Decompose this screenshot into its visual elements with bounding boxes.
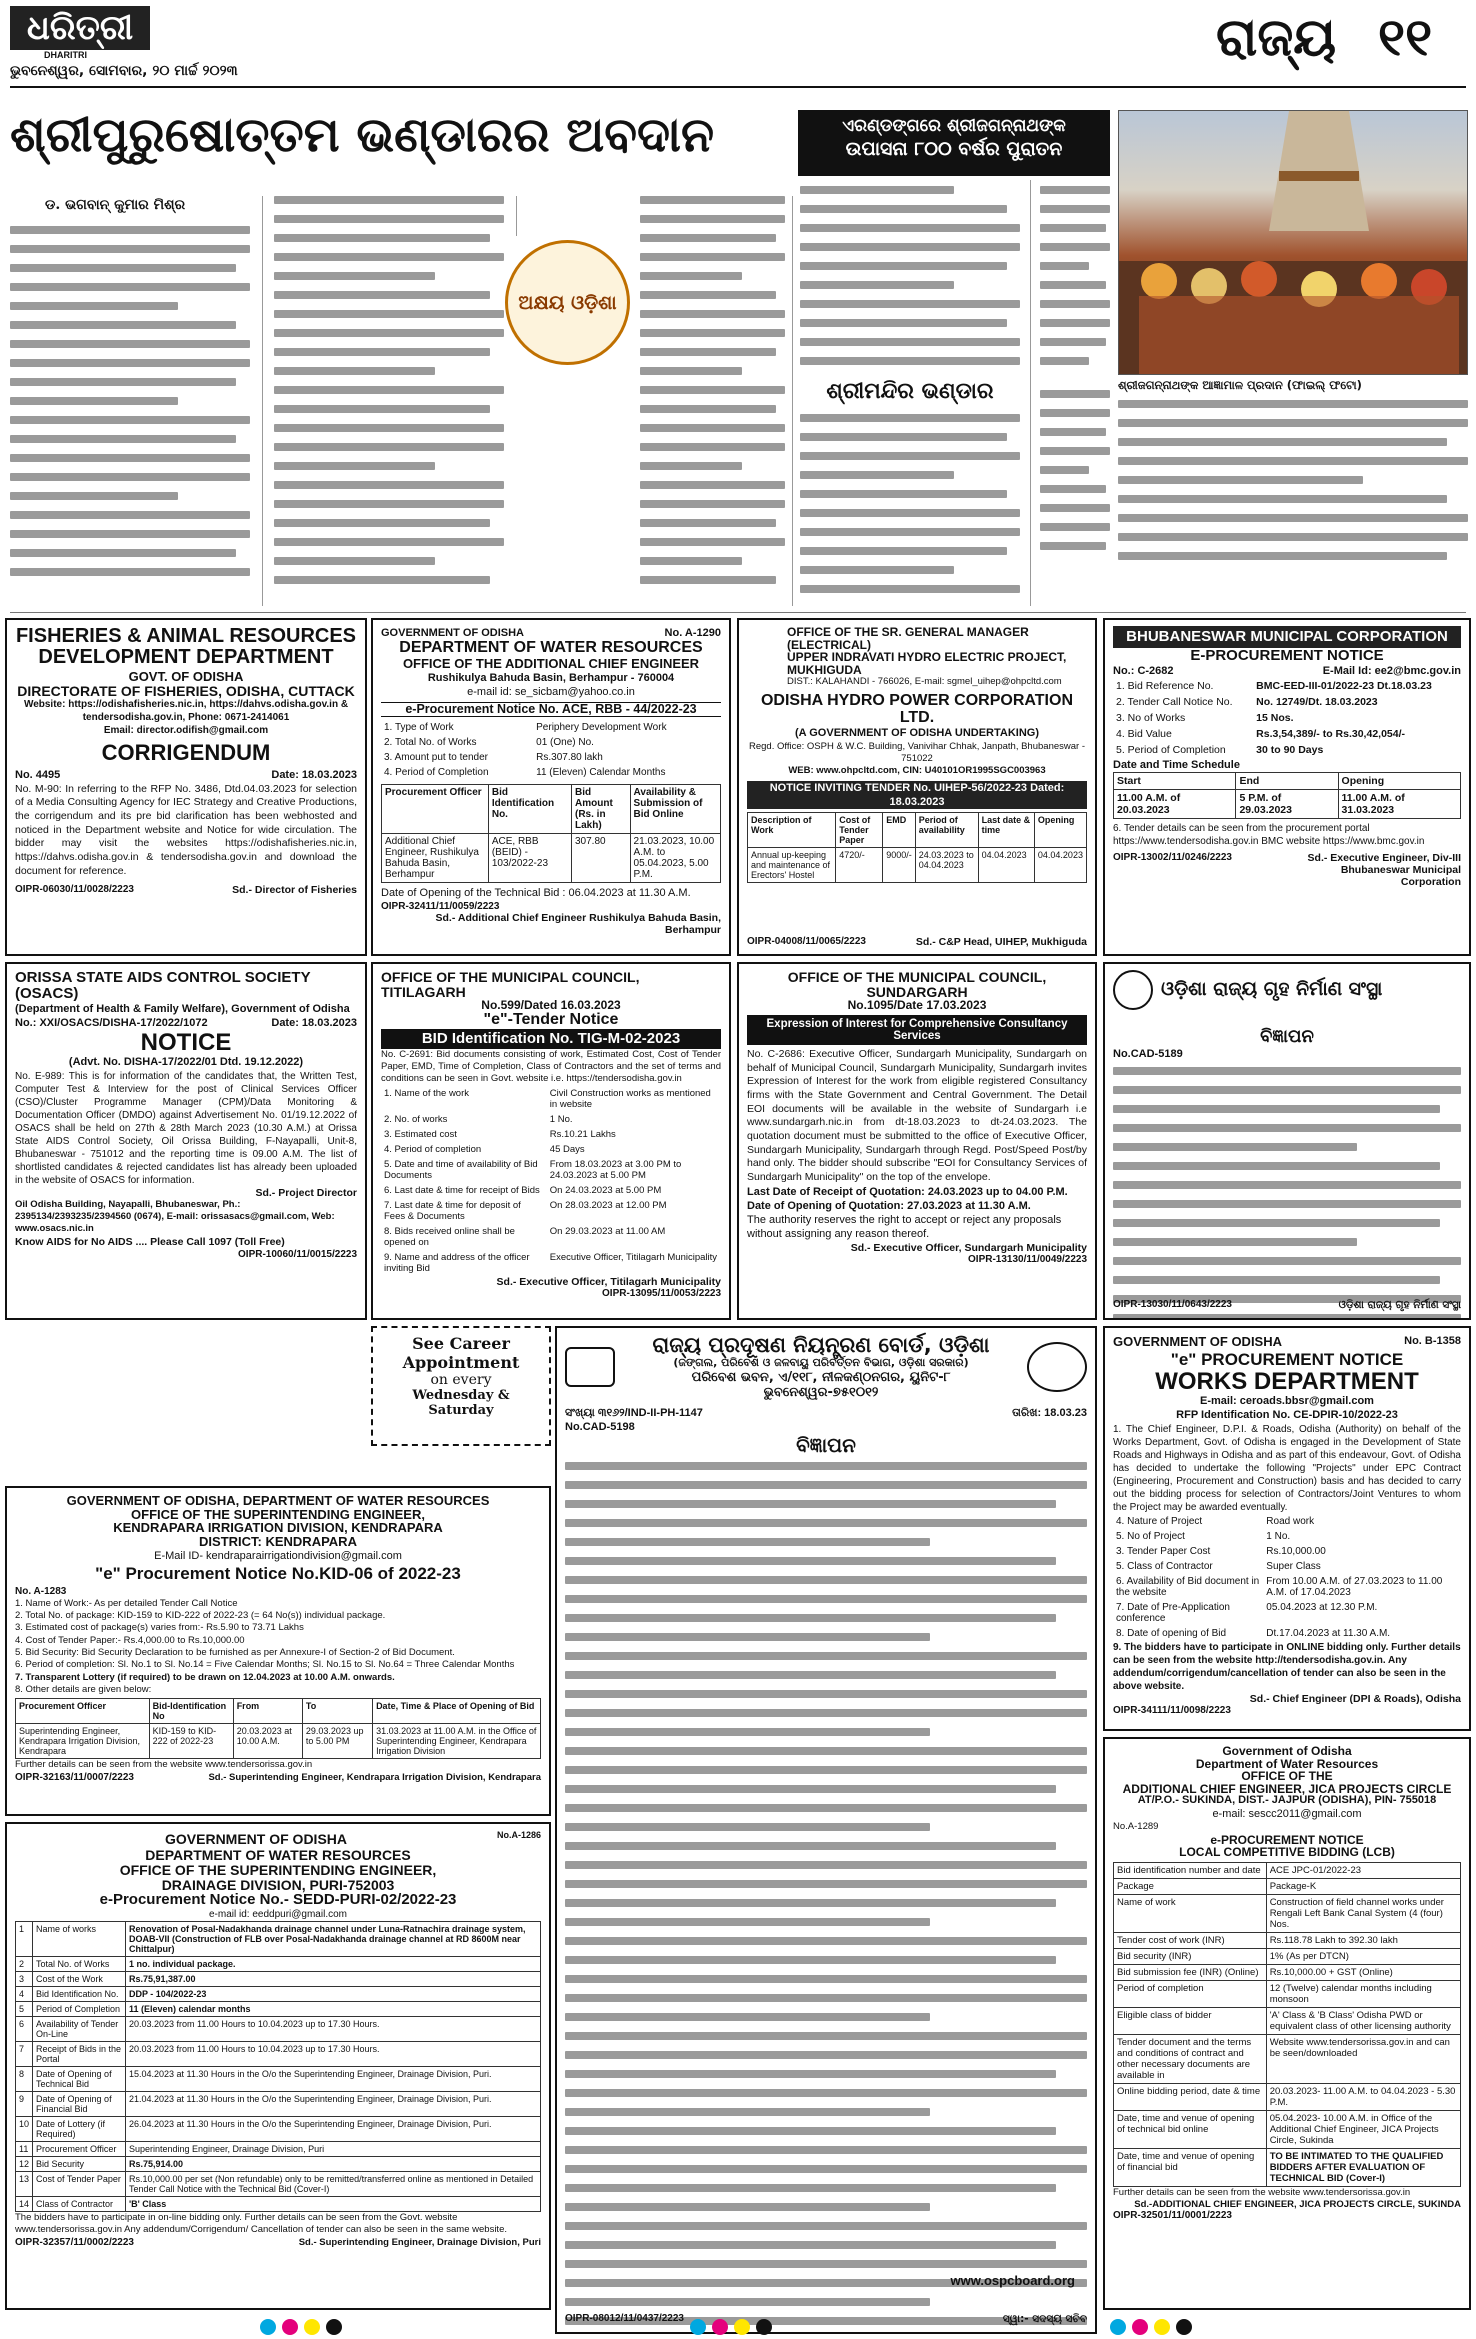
kendrapara-l1: GOVERNMENT OF ODISHA, DEPARTMENT OF WATER RESOURCES: [66, 1493, 490, 1508]
titlagarh-oipr: OIPR-13095/11/0053/2223: [602, 1287, 721, 1299]
jica-oipr: OIPR-32501/11/0001/2223: [1113, 2210, 1232, 2222]
pollution-emblem-icon: [1027, 1342, 1087, 1392]
sundargarh-sign: Sd.- Executive Officer, Sundargarh Municipality: [850, 1241, 1087, 1254]
ohpc-corp-sub: (A GOVERNMENT OF ODISHA UNDERTAKING): [794, 727, 1040, 740]
water1-notice: e-Procurement Notice No. ACE, RBB - 44/2022-23: [381, 702, 721, 717]
osacs-date: Date: 18.03.2023: [271, 1016, 357, 1029]
fisheries-directorate: DIRECTORATE OF FISHERIES, ODISHA, CUTTACK: [17, 682, 355, 699]
water1-foot: Date of Opening of the Technical Bid : 06.04.2023 at 11.30 A.M.: [381, 887, 691, 900]
jica-sign: Sd.-ADDITIONAL CHIEF ENGINEER, JICA PROJECTS CIRCLE, SUKINDA: [1134, 2199, 1461, 2211]
works-oipr: OIPR-34111/11/0098/2223: [1113, 1704, 1231, 1716]
housing-title: ଓଡ଼ିଶା ରାଜ୍ୟ ଗୃହ ନିର୍ମାଣ ସଂସ୍ଥା: [1161, 978, 1383, 1001]
ad-bmc: [1103, 618, 1471, 956]
fisheries-heading: CORRIGENDUM: [101, 740, 271, 766]
ohpc-regd: Regd. Office: OSPH & W.C. Building, Vanivihar Chhak, Janpath, Bhubaneswar - 751022: [748, 740, 1085, 764]
kendrapara-email: E-Mail ID- kendraparairrigationdivision@gmail.com: [154, 1549, 402, 1562]
water1-title: DEPARTMENT OF WATER RESOURCES: [399, 639, 703, 657]
kendrapara-item: 7. Transparent Lottery (if required) to be drawn on 12.04.2023 at 10.00 A.M. onwards.: [15, 1671, 395, 1683]
water1-sign: Sd.- Additional Chief Engineer Rushikulya Bahuda Basin, Berhampur: [435, 911, 721, 936]
black-mark-icon: [756, 2319, 772, 2335]
osacs-dept: (Department of Health & Family Welfare), Government of Odisha: [15, 1002, 350, 1015]
kendrapara-no: No. A-1283: [15, 1585, 67, 1597]
kendrapara-item: 8. Other details are given below:: [15, 1684, 152, 1696]
magenta-mark-icon: [1132, 2319, 1148, 2335]
kendrapara-foot: Further details can be seen from the website www.tendersorissa.gov.in: [15, 1759, 313, 1771]
titlagarh-bid: BID Identification No. TIG-M-02-2023: [381, 1029, 721, 1049]
kendrapara-sign: Sd.- Superintending Engineer, Kendrapara Irrigation Division, Kendrapara: [208, 1771, 541, 1783]
cyan-mark-icon: [260, 2319, 276, 2335]
cyan-mark-icon: [1110, 2319, 1126, 2335]
water1-ano: No. A-1290: [664, 627, 721, 639]
works-email: E-mail: ceroads.bbsr@gmail.com: [1200, 1394, 1374, 1407]
puri-office: OFFICE OF THE SUPERINTENDING ENGINEER,: [119, 1861, 437, 1878]
titlagarh-sign: Sd.- Executive Officer, Titilagarh Municipality: [496, 1275, 721, 1288]
ohpc-sign: Sd.- C&P Head, UIHEP, Mukhiguda: [915, 936, 1087, 948]
ohpc-dist: DIST.: KALAHANDI - 766026, E-mail: sgmel_uihep@ohpcltd.com: [787, 676, 1062, 688]
works-rfp: RFP Identification No. CE-DPIR-10/2022-23: [1176, 1409, 1398, 1422]
water1-email: e-mail id: se_sicbam@yahoo.co.in: [467, 686, 635, 699]
works-rows: 4. Nature of Project Road work 5. No of Project 1 No. 3. Tender Paper Cost Rs.10,000.00 5. Class of Contractor Super Class 6. Availability of Bid document in the website From 10.00 A.M. of 27.03.2023 to 11.00 A.M. of 17.04.2023 7. Date of Pre-Application conference 05.04.2023 at 12.30 P.M. 8. Date of opening of Bid Dt.17.04.2023 at 11.30 A.M.: [1116, 1515, 1443, 1639]
works-title: WORKS DEPARTMENT: [1155, 1367, 1419, 1395]
ohpc-table: Description of Work Cost of Tender Paper EMD Period of availability Last date & time Opening Annual up-keeping and maintenance of Erectors' Hostel 4720/- 9000/- 24.03.2023 to 04.04.2023 04.04.2023 04.04.2023: [747, 812, 1087, 883]
ohpc-nit: NOTICE INVITING TENDER No. UIHEP-56/2022-23 Dated: 18.03.2023: [747, 781, 1087, 810]
fisheries-date: Date: 18.03.2023: [271, 769, 357, 782]
jica-ano: No.A-1289: [1113, 1821, 1159, 1833]
puri-ano: No.A-1286: [496, 1830, 541, 1840]
lead-byline: ଡ. ଭଗବାନ୍ କୁମାର ମିଶ୍ର: [45, 197, 186, 213]
kendrapara-item: 6. Period of completion: Sl. No.1 to Sl. No.14 = Five Calendar Months; Sl. No.15 to Sl. No.64 = Three Calendar Months: [15, 1659, 515, 1671]
kendrapara-item: 4. Cost of Tender Paper:- Rs.4,000.00 to Rs.10,000.00: [15, 1634, 245, 1646]
yellow-mark-icon: [304, 2319, 320, 2335]
pollution-sign: ସ୍ୱା:- ସଦସ୍ୟ ସଚିବ: [1002, 2313, 1087, 2325]
bmc-oipr: OIPR-13002/11/0246/2223: [1113, 852, 1232, 864]
puri-email: e-mail id: eeddpuri@gmail.com: [209, 1909, 347, 1920]
osacs-advt: (Advt. No. DISHA-17/2022/01 Dtd. 19.12.2022): [68, 1056, 304, 1069]
lead-column-1: [10, 226, 250, 606]
sundargarh-body: No. C-2686: Executive Officer, Sundargarh Municipality, Sundargarh on behalf of Municipal Council, Sundargarh Municipality, Sundargarh invites Expression of Interest for the work from eligible registered Consultancy firms with the State Government and Central Government. The Detail EOI documents will be available in the website of Sundargarh i.e www.sundargarh.nic.in from dt-18.03.2023 to dt-24.03.2023. The quotation document must be submitted to the office of Executive Officer, Sundargarh Municipality, Sundargarh through Regd. Post/Speed Post/by hand only. The bidder should subscribe "EOI for Consultancy Services of Sundargarh Municipality" on the top of the envelope.: [747, 1048, 1087, 1183]
ad-jica: [1103, 1737, 1471, 2310]
dateline: ଭୁବନେଶ୍ୱର, ସୋମବାର, ୨୦ ମାର୍ଚ୍ଚ ୨୦୨୩: [10, 63, 238, 79]
pollution-oipr: OIPR-08012/11/0437/2223: [565, 2313, 684, 2324]
sidebar-headline-line2: ଉପାସନା ୮୦୦ ବର୍ଷର ପୁରାତନ: [845, 138, 1063, 161]
puri-dept: DEPARTMENT OF WATER RESOURCES: [145, 1847, 411, 1864]
osacs-no: No.: XXI/OSACS/DISHA-17/2022/1072: [15, 1016, 208, 1029]
sundargarh-oipr: OIPR-13130/11/0049/2223: [968, 1253, 1087, 1265]
ad-kendrapara: [5, 1486, 551, 1816]
career-line2: Appointment: [402, 1353, 520, 1372]
titlagarh-rows: 1. Name of the work Civil Construction works as mentioned in website 2. No. of works 1 No. 3. Estimated cost Rs.10.21 Lakhs 4. Period of completion 45 Days 5. Date and time of availability of Bid Documents From 18.03.2023 at 3.00 PM to 24.03.2023 at 5.00 PM 6. Last date & time for receipt of Bids On 24.03.2023 at 5.00 PM 7. Last date & time for deposit of Fees & Documents On 28.03.2023 at 12.00 PM 8. Bids received online shall be opened on On 29.03.2023 at 11.00 AM 9. Name and address of the officer inviting Bid Executive Officer, Titilagarh Municipality: [384, 1087, 717, 1274]
pollution-sub: (ଜଙ୍ଗଲ, ପରିବେଶ ଓ ଜଳବାୟୁ ପରିବର୍ତ୍ତନ ବିଭାଗ, ଓଡ଼ିଶା ସରକାର): [673, 1356, 969, 1370]
masthead-logo: ଧରିତ୍ରୀ: [10, 6, 150, 50]
ohpc-project: UPPER INDRAVATI HYDRO ELECTRIC PROJECT, MUKHIGUDA: [787, 650, 1067, 677]
osacs-sign: Sd.- Project Director: [255, 1186, 357, 1199]
magenta-mark-icon: [712, 2319, 728, 2335]
fisheries-sign: Sd.- Director of Fisheries: [232, 884, 357, 897]
water1-office: OFFICE OF THE ADDITIONAL CHIEF ENGINEER: [402, 656, 700, 672]
bmc-title: BHUBANESWAR MUNICIPAL CORPORATION: [1113, 626, 1461, 648]
ohpc-office: OFFICE OF THE SR. GENERAL MANAGER (ELECTRICAL): [787, 625, 1029, 652]
sidebar-headline: [798, 110, 1110, 176]
ohpc-corp: ODISHA HYDRO POWER CORPORATION LTD.: [760, 691, 1073, 726]
fisheries-sub: GOVT. OF ODISHA: [128, 669, 244, 684]
yellow-mark-icon: [1154, 2319, 1170, 2335]
sundargarh-eoi: Expression of Interest for Comprehensive Consultancy Services: [747, 1015, 1087, 1045]
osacs-title: ORISSA STATE AIDS CONTROL SOCIETY (OSACS): [15, 969, 311, 1002]
ad-fisheries: [5, 618, 367, 956]
puri-foot: The bidders have to participate in on-line bidding only. Further details can be seen from the Govt. website www.tendersorissa.gov.in Any addendum/Corrigendum/ Cancellation of tender can also be seen in the same website.: [15, 2212, 507, 2236]
ad-pollution: [555, 1326, 1097, 2334]
yellow-mark-icon: [734, 2319, 750, 2335]
bmc-sign: Sd.- Executive Engineer, Div-III Bhubaneswar Municipal Corporation: [1307, 852, 1461, 889]
ad-puri: [5, 1822, 551, 2310]
titlagarh-body: No. C-2691: Bid documents consisting of work, Estimated Cost, Cost of Tender Paper, EMD, Time of Completion, Class of Contractors and the set of terms and conditions can be seen in Govt. website i.e. https://tendersodisha.gov.in: [381, 1048, 721, 1085]
career-line4: Wednesday & Saturday: [412, 1388, 510, 1418]
lead-column-4: [800, 110, 1020, 606]
bmc-no: No.: C-2682: [1113, 664, 1174, 677]
jica-l2: Department of Water Resources: [1195, 1756, 1379, 1771]
sundargarh-d2: Date of Opening of Quotation: 27.03.2023 at 11.30 A.M.: [747, 1199, 1031, 1212]
jica-foot: Further details can be seen from the website www.tendersorissa.gov.in: [1113, 2186, 1411, 2198]
kendrapara-item: 1. Name of Work:- As per detailed Tender Call Notice: [15, 1597, 238, 1609]
works-sign: Sd.- Chief Engineer (DPI & Roads), Odisha: [1249, 1692, 1461, 1705]
pollution-heading: ବିଜ୍ଞାପନ: [796, 1432, 856, 1457]
sidebar-headline-line1: ଏରଣ୍ଡଙ୍ଗରେ ଶ୍ରୀଜଗନ୍ନାଥଙ୍କ: [842, 116, 1066, 136]
puri-sign: Sd.- Superintending Engineer, Drainage Division, Puri: [298, 2236, 541, 2248]
works-top: GOVERNMENT OF ODISHA: [1113, 1334, 1283, 1349]
registration-marks: [0, 2316, 1476, 2338]
ad-housing: [1103, 962, 1471, 1320]
ad-works: [1103, 1326, 1471, 1731]
sundargarh-title: OFFICE OF THE MUNICIPAL COUNCIL, SUNDARGARH: [787, 969, 1047, 1000]
housing-emblem-icon: [1113, 970, 1153, 1010]
osacs-heading: NOTICE: [140, 1029, 232, 1057]
akshaya-odisha-badge: ଅକ୍ଷୟ ଓଡ଼ିଶା: [505, 240, 630, 365]
ohpc-web: WEB: www.ohpcltd.com, CIN: U40101OR1995SGC003963: [788, 765, 1046, 777]
jica-l4: ADDITIONAL CHIEF ENGINEER, JICA PROJECTS CIRCLE: [1122, 1781, 1452, 1796]
temple-photo-caption: ଶ୍ରୀଜଗନ୍ନାଥଙ୍କ ଆଜ୍ଞାମାଳ ପ୍ରଦାନ (ଫାଇଲ୍ ଫଟୋ): [1118, 378, 1362, 392]
lead-subhead: ଶ୍ରୀମନ୍ଦିର ଭଣ୍ଡାର: [800, 376, 1020, 407]
pollution-no: No.CAD-5198: [565, 1421, 635, 1434]
lead-column-3: [640, 196, 785, 606]
kendrapara-l2: OFFICE OF THE SUPERINTENDING ENGINEER,: [131, 1506, 425, 1522]
black-mark-icon: [1176, 2319, 1192, 2335]
puri-table: 1 Name of works Renovation of Posal-Nadakhanda drainage channel under Luna-Ratnachira drainage system, DOAB-VII (Construction of FLB over Posal-Nadakhanda drainage channel at RD 8600M near Chittalpur) 2 Total No. of Works 1 no. individual package. 3 Cost of the Work Rs.75,91,387.00 4 Bid Identification No. DDP - 104/2022-23 5 Period of Completion 11 (Eleven) calendar months 6 Availability of Tender On-Line 20.03.2023 from 11.00 Hours to 10.04.2023 up to 17.30 Hours. 7 Receipt of Bids in the Portal 20.03.2023 from 11.00 Hours to 10.04.2023 up to 17.30 Hours. 8 Date of Opening of Technical Bid 15.04.2023 at 11.30 Hours in the O/o the Superintending Engineer, Drainage Division, Puri. 9 Date of Opening of Financial Bid 21.04.2023 at 11.30 Hours in the O/o the Superintending Engineer, Drainage Division, Puri. 10 Date of Lottery (if Required) 26.04.2023 at 11.30 Hours in the O/o the Superintending Engineer, Drainage Division, Puri. 11 Procurement Officer Superintending Engineer, Drainage Division, Puri 12 Bid Security Rs.75,914.00 13 Cost of Tender Paper Rs.10,000.00 per set (Non refundable) only to be remitted/transferred online as mentioned in Detailed Tender Call Notice with the Technical Bid (Cover-I) 14 Class of Contractor 'B' Class: [15, 1921, 541, 2212]
career-line3: on every: [430, 1372, 492, 1388]
sidebar-column-b: [1118, 400, 1468, 606]
sundargarh-d1: Last Date of Receipt of Quotation: 24.03.2023 up to 04.00 P.M.: [747, 1185, 1068, 1198]
water1-top: GOVERNMENT OF ODISHA: [381, 627, 525, 639]
housing-sign: ଓଡ଼ିଶା ରାଜ୍ୟ ଗୃହ ନିର୍ମାଣ ସଂସ୍ଥା: [1338, 1299, 1461, 1311]
masthead-logo-sub: DHARITRI: [44, 50, 87, 60]
section-title: ରାଜ୍ୟ: [1216, 8, 1337, 68]
puri-notice: e-Procurement Notice No.- SEDD-PURI-02/2022-23: [99, 1891, 457, 1909]
sidebar-column-c: [1040, 390, 1110, 606]
sundargarh-d3: The authority reserves the right to accept or reject any proposals without assigning any reason thereof.: [747, 1214, 1062, 1241]
puri-div: DRAINAGE DIVISION, PURI-752003: [161, 1876, 395, 1893]
puri-top: GOVERNMENT OF ODISHA: [165, 1831, 348, 1847]
pollution-city: ଭୁବନେଶ୍ୱର-୭୫୧୦୧୨: [763, 1385, 879, 1401]
bmc-email: E-Mail Id: ee2@bmc.gov.in: [1322, 664, 1461, 677]
kendrapara-item: 2. Total No. of package: KID-159 to KID-222 of 2022-23 (= 64 No(s)) individual package.: [15, 1610, 386, 1622]
housing-oipr: OIPR-13030/11/0643/2223: [1113, 1299, 1232, 1310]
pollution-logo-icon: [565, 1347, 615, 1387]
water1-rows: 1. Type of Work Periphery Development Work 2. Total No. of Works 01 (One) No. 3. Amount put to tender Rs.307.80 lakh 4. Period of Completion 11 (Eleven) Calendar Months: [384, 722, 667, 779]
fisheries-email: Email: director.odifish@gmail.com: [103, 725, 269, 737]
jica-l5: AT/P.O.- SUKINDA, DIST.- JAJPUR (ODISHA), PIN- 755018: [1137, 1794, 1437, 1807]
jica-l3: OFFICE OF THE: [1241, 1769, 1333, 1784]
ad-osacs: [5, 962, 367, 1320]
osacs-addr: Oil Odisha Building, Nayapalli, Bhubaneswar, Ph.: 2395134/2393235/2394560 (0674), E-mail: orissasacs@gmail.com, Web: www.osacs.nic.in: [15, 1198, 335, 1235]
pollution-addr: ପରିବେଶ ଭବନ, ଏ/୧୧୮, ନୀଳକଣ୍ଠନଗର, ୟୁନିଟ-୮: [691, 1370, 951, 1386]
jica-table: Bid identification number and date ACE JPC-01/2022-23 Package Package-K Name of work Construction of field channel works under Rengali Left Bank Canal System (4 (four) Nos. Tender cost of work (INR) Rs.118.78 Lakh to 392.30 lakh Bid security (INR) 1% (As per DTCN) Bid submission fee (INR) (Online) Rs.10,000.00 + GST (Online) Period of completion 12 (Twelve) calendar months including monsoon Eligible class of bidder 'A' Class & 'B Class' Odisha PWD or equivalent class of other licensing authority Tender document and the terms and conditions of contract and other necessary documents are available in Website www.tendersorissa.gov.in and can be seen/downloaded Online bidding period, date & time 20.03.2023- 11.00 A.M. to 04.04.2023 - 5.30 P.M. Date, time and venue of opening of technical bid online 05.04.2023- 10.00 A.M. in Office of the Additional Chief Engineer, JICA Projects Circle, Sukinda Date, time and venue of opening of financial bid TO BE INTIMATED TO THE QUALIFIED BIDDERS AFTER EVALUATION OF TECHNICAL BID (Cover-I): [1113, 1862, 1461, 2187]
jica-l1: Government of Odisha: [1222, 1744, 1352, 1758]
works-body: 1. The Chief Engineer, D.P.I. & Roads, Odisha (Authority) on behalf of the Works Department, Govt. of Odisha is engaged in the Development of State Roads and Highways in Odisha and as part of this endeavour, Govt. of Odisha has decided to undertake the following "Projects" under EPC Contract (Engineering, Procurement and Construction) basis and has decided to carry out the bidding process for selection of Contractors/Joint Ventures to whom the Project may be awarded eventually.: [1113, 1423, 1461, 1513]
works-notice: "e" PROCUREMENT NOTICE: [1170, 1349, 1404, 1369]
kendrapara-oipr: OIPR-32163/11/0007/2223: [15, 1771, 134, 1783]
titlagarh-title: OFFICE OF THE MUNICIPAL COUNCIL, TITILAGARH: [381, 969, 640, 1000]
magenta-mark-icon: [282, 2319, 298, 2335]
cyan-mark-icon: [690, 2319, 706, 2335]
career-line1: See Career: [412, 1334, 510, 1353]
bmc-foot: 6. Tender details can be seen from the procurement portal https://www.tendersodisha.gov.in BMC website https://www.bmc.gov.in: [1113, 823, 1425, 848]
housing-no: No.CAD-5189: [1113, 1047, 1183, 1060]
works-bno: No. B-1358: [1404, 1335, 1461, 1347]
fisheries-title: FISHERIES & ANIMAL RESOURCES DEVELOPMENT DEPARTMENT: [15, 625, 357, 668]
osacs-oipr: OIPR-10060/11/0015/2223: [238, 1249, 357, 1261]
fisheries-no: No. 4495: [15, 769, 61, 782]
jica-lcb: LOCAL COMPETITIVE BIDDING (LCB): [1179, 1845, 1395, 1860]
fisheries-oipr: OIPR-06030/11/0028/2223: [15, 884, 134, 896]
jica-notice: e-PROCUREMENT NOTICE: [1210, 1832, 1364, 1847]
kendrapara-notice: "e" Procurement Notice No.KID-06 of 2022-23: [95, 1563, 461, 1583]
kendrapara-l4: DISTRICT: KENDRAPARA: [199, 1533, 357, 1549]
kendrapara-table: Procurement Officer Bid-Identification No From To Date, Time & Place of Opening of Bid Superintending Engineer, Kendrapara Irrigation Division, Kendrapara KID-159 to KID-222 of 2022-23 20.03.2023 at 10.00 A.M. 29.03.2023 up to 5.00 PM 31.03.2023 at 11.00 A.M. in the Office of Superintending Engineer, Kendrapara Irrigation Division: [15, 1698, 541, 1759]
ohpc-oipr: OIPR-04008/11/0065/2223: [747, 936, 866, 947]
titlagarh-notice: "e"-Tender Notice: [483, 1010, 619, 1028]
water1-oipr: OIPR-32411/11/0059/2223: [381, 900, 500, 912]
temple-photo: [1118, 110, 1468, 375]
works-foot: 9. The bidders have to participate in ONLINE bidding only. Further details can be seen from the website http://tendersodisha.gov.in. Any addendum/corrigendum/cancellation of tender can also be seen in the above website.: [1113, 1641, 1461, 1692]
fisheries-body: No. M-90: In referring to the RFP No. 3486, Dtd.04.03.2023 for selection of a Media Consulting Agency for IEC Strategy and Creative Productions, the corrigendum and its pre bid clarification has been webhosted and noticed in the Department website and Notice for wide circulation. The bidder may visit the websites https://odishafisheries.nic.in, https://dahvs.odisha.gov.in & tendersodisha.gov.in and download the document for reference.: [15, 782, 357, 877]
ad-ohpc: [737, 618, 1097, 956]
osacs-helpline: Know AIDS for No AIDS .... Please Call 1097 (Toll Free): [15, 1235, 285, 1248]
ad-sundargarh: [737, 962, 1097, 1320]
career-box: [371, 1326, 551, 1446]
kendrapara-item: 5. Bid Security: Bid Security Declaration to be furnished as per Annexure-I of Section-2 of Bid Document.: [15, 1647, 455, 1659]
page-number: ୧୧: [1378, 8, 1433, 68]
pollution-date: ତାରିଖ: 18.03.23: [1012, 1407, 1087, 1420]
kendrapara-item: 3. Estimated cost of package(s) varies from:- Rs.5.90 to 73.71 Lakhs: [15, 1622, 304, 1634]
jica-email: e-mail: sescc2011@gmail.com: [1212, 1807, 1362, 1820]
pollution-ref: ସଂଖ୍ୟା ୩୧୬୨/IND-II-PH-1147: [565, 1407, 703, 1420]
pollution-title: ରାଜ୍ୟ ପ୍ରଦୂଷଣ ନିୟନ୍ତ୍ରଣ ବୋର୍ଡ, ଓଡ଼ିଶା: [652, 1333, 990, 1357]
water1-addr: Rushikulya Bahuda Basin, Berhampur - 760004: [427, 671, 675, 684]
bmc-notice: E-PROCUREMENT NOTICE: [1190, 646, 1384, 664]
bmc-rows: 1. Bid Reference No. BMC-EED-III-01/2022-23 Dt.18.03.23 2. Tender Call Notice No. No. 12749/Dt. 18.03.2023 3. No of Works 15 Nos. 4. Bid Value Rs.3,54,389/- to Rs.30,42,054/- 5. Period of Completion 30 to 90 Days: [1116, 679, 1432, 756]
fisheries-websites: Website: https://odishafisheries.nic.in, https://dahvs.odisha.gov.in & tendersodisha.gov.in, Phone: 0671-2414061: [23, 699, 349, 724]
bmc-schedule: Date and Time Schedule: [1113, 758, 1240, 771]
bmc-schedule-table: Start End Opening 11.00 A.M. of 20.03.2023 5 P.M. of 29.03.2023 11.00 A.M. of 31.03.2023: [1113, 772, 1461, 819]
ad-water-berhampur: [371, 618, 731, 956]
sidebar-column-a: [1040, 186, 1110, 376]
sundargarh-no: No.1095/Date 17.03.2023: [847, 998, 987, 1013]
lead-column-2: [274, 196, 504, 606]
housing-heading: ବିଜ୍ଞାପନ: [1260, 1026, 1314, 1047]
pollution-web: www.ospcboard.org: [950, 2273, 1075, 2289]
titlagarh-no: No.599/Dated 16.03.2023: [481, 998, 621, 1013]
ad-titlagarh: [371, 962, 731, 1320]
black-mark-icon: [326, 2319, 342, 2335]
kendrapara-l3: KENDRAPARA IRRIGATION DIVISION, KENDRAPARA: [113, 1520, 443, 1536]
lead-headline: ଶ୍ରୀପୁରୁଷୋତ୍ତମ ଭଣ୍ଡାରର ଅବଦାନ: [10, 107, 715, 163]
water1-table: Procurement Officer Bid Identification No. Bid Amount (Rs. in Lakh) Availability & Submission of Bid Online Additional Chief Engineer, Rushikulya Bahuda Basin, Berhampur ACE, RBB (BEID) - 103/2022-23 307.80 21.03.2023, 10.00 A.M. to 05.04.2023, 5.00 P.M.: [381, 784, 721, 883]
osacs-body: No. E-989: This is for information of the candidates that, the Written Test, Computer Test & Interview for the post of Clinical Services Officer (CSO)/Cluster Programme Manager (CPM)/Data Monitoring & Documentation Officer (DMDO) against Advertisement No. 01/19.12.2022 of OSACS shall be held on 27th & 28th March 2023 (10.30 A.M.) at Orissa State AIDS Control Society, Oil Orissa Building, F-Nayapalli, Unit-8, Bhubaneswar - 751012 and the reporting time is 09.00 A.M. The list of shortlisted candidates & rejected candidates list has already been uploaded in the website of OSACS for information.: [15, 1070, 357, 1186]
puri-oipr: OIPR-32357/11/0002/2223: [15, 2236, 134, 2248]
